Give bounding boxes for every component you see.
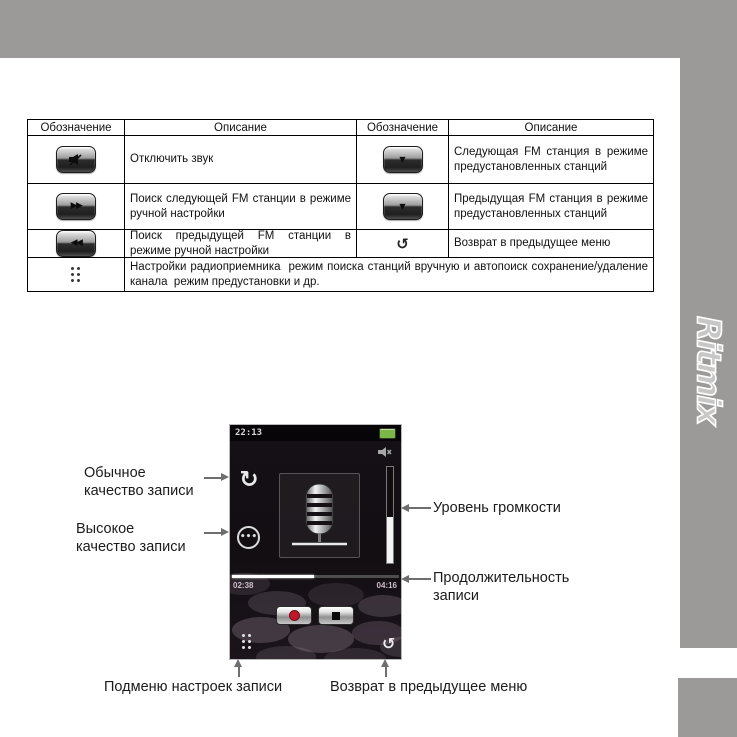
microphone-image — [279, 473, 360, 558]
table-row — [356, 183, 448, 229]
return-arrow-icon: ↺ — [396, 234, 409, 253]
status-bar — [230, 425, 401, 441]
decorative-bubble — [358, 595, 402, 617]
record-quality-normal-icon: ↻ — [239, 467, 259, 493]
description-cell: Настройки радиоприемника режим поиска станций вручную и автопоиск сохранение/удаление канала режим предустановки и др. — [124, 257, 653, 291]
description-cell: Поиск предыдущей FM станции в режиме ручной настройки — [124, 229, 356, 257]
description-cell: Поиск следующей FM станции в режиме ручной настройки — [124, 183, 356, 229]
callout-duration: Продолжительность записи — [433, 570, 570, 604]
rewind-button-icon: ◀◀ — [70, 238, 82, 248]
decorative-bubble — [308, 583, 364, 607]
column-header: Обозначение — [40, 121, 112, 134]
clock: 22:13 — [235, 428, 263, 438]
callout-arrow-line — [204, 532, 222, 534]
description-cell: Следующая FM станция в режиме предустановленных станций — [448, 135, 653, 183]
right-gray-band — [680, 0, 737, 648]
record-quality-high-icon — [237, 526, 260, 549]
progress-fill — [232, 575, 314, 578]
table-row — [356, 135, 448, 183]
callout-normal-quality: Обычное качество записи — [84, 465, 194, 499]
column-header: Описание — [448, 120, 653, 135]
ritmix-logo: Ritmix — [689, 316, 729, 424]
microphone-glyph — [280, 474, 359, 557]
stop-square-icon — [332, 612, 340, 620]
description-cell: Возврат в предыдущее меню — [448, 229, 653, 257]
top-gray-band — [0, 0, 737, 58]
table-row — [28, 183, 124, 229]
table-row — [28, 257, 124, 291]
volume-fill — [387, 517, 393, 563]
callout-submenu: Подменю настроек записи — [104, 679, 283, 695]
callout-arrow-line — [238, 666, 240, 677]
battery-icon — [379, 428, 396, 439]
settings-dots-icon — [71, 267, 81, 283]
record-submenu-dots-icon — [242, 634, 252, 650]
progress-bar — [232, 575, 399, 578]
arrow-right-icon — [221, 528, 229, 536]
fm-controls-table — [27, 119, 654, 292]
table-row — [28, 229, 124, 257]
volume-slider — [386, 466, 394, 564]
description-cell: Отключить звук — [124, 135, 356, 183]
elapsed-time: 02:38 — [233, 581, 254, 590]
callout-arrow-line — [385, 666, 387, 677]
record-button — [276, 606, 312, 625]
callout-back: Возврат в предыдущее меню — [330, 679, 528, 695]
recorder-screenshot — [229, 424, 402, 660]
mute-button-icon — [56, 146, 96, 173]
quality-dots-glyph: ••• — [239, 532, 258, 542]
total-time: 04:16 — [376, 581, 397, 590]
speaker-mute-glyph — [68, 153, 84, 166]
description-cell: Предыдущая FM станция в режиме предустановленных станций — [448, 183, 653, 229]
next-preset-button-icon: ▼ — [399, 154, 406, 164]
bottom-right-gray-block — [678, 678, 737, 737]
callout-volume: Уровень громкости — [433, 500, 561, 516]
mute-speaker-icon — [378, 446, 392, 458]
table-row — [28, 135, 124, 183]
callout-high-quality: Высокое качество записи — [76, 521, 186, 555]
table-row — [356, 229, 448, 257]
column-header: Обозначение — [356, 120, 448, 135]
callout-arrow-line — [204, 477, 222, 479]
prev-preset-button-icon: ▼ — [399, 201, 406, 211]
record-dot-icon — [289, 610, 300, 621]
callout-arrow-line — [408, 578, 431, 580]
arrow-right-icon — [221, 473, 229, 481]
fast-forward-button-icon: ▶▶ — [70, 201, 82, 211]
callout-arrow-line — [408, 507, 431, 509]
stop-button — [318, 606, 354, 625]
column-header: Описание — [124, 120, 356, 135]
back-icon: ↺ — [382, 634, 396, 653]
